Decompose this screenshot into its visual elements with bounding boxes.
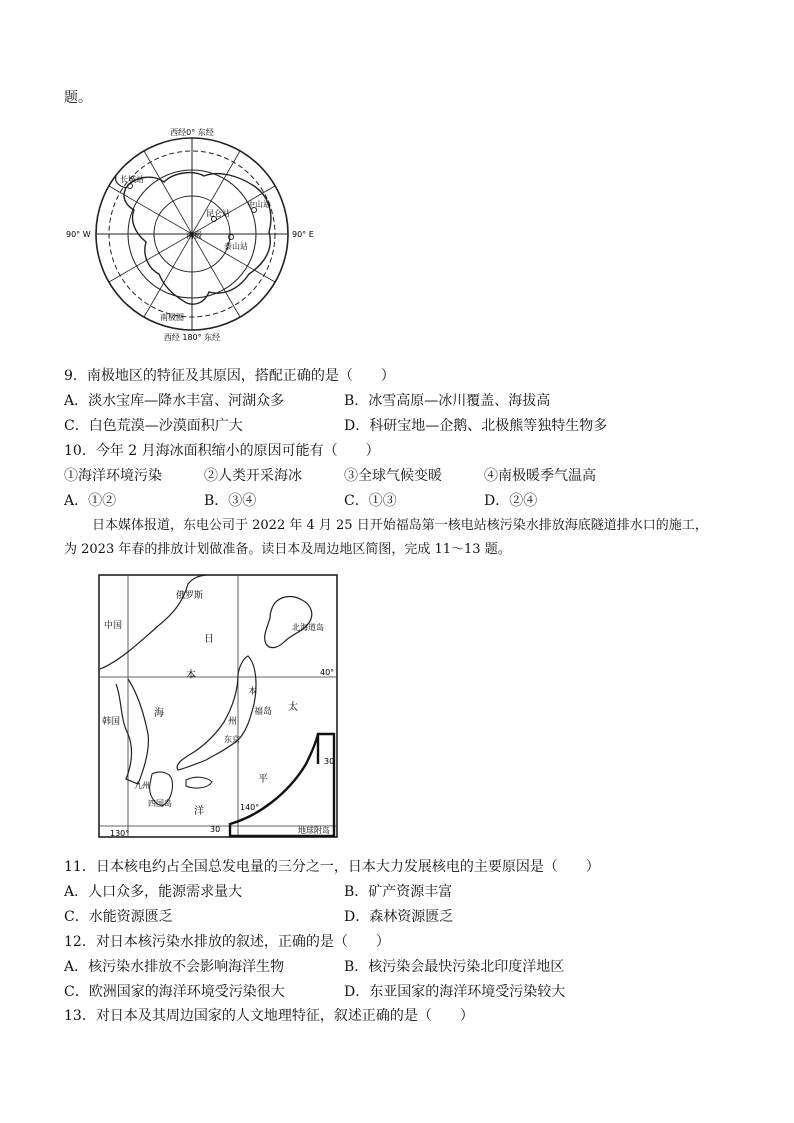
q10-option-b[interactable]: B．③④	[204, 493, 257, 509]
pacific-ocean-char-2: 平	[258, 774, 268, 785]
sea-of-japan-char-2: 本	[186, 670, 196, 681]
kyushu-label: 九州	[134, 781, 150, 790]
q12-option-a[interactable]: A．核污染水排放不会影响海洋生物	[64, 959, 285, 975]
latitude-30-label: 30	[210, 825, 221, 834]
pacific-ocean-char-3: 洋	[194, 806, 204, 817]
zhongshan-station-label: 中山站	[247, 200, 271, 209]
meridian-0-label: 西经0° 东经	[170, 128, 214, 137]
japan-map	[98, 574, 342, 840]
q13-stem: 13．对日本及其周边国家的人文地理特征，叙述正确的是（ ）	[64, 1008, 474, 1024]
latitude-30-inset-label: 30	[324, 757, 335, 766]
sea-of-japan-char-1: 日	[204, 634, 214, 645]
antarctic-circle-label: 南极圈	[160, 313, 184, 322]
passage-line-2: 为 2023 年春的排放计划做准备。读日本及周边地区简图，完成 11～13 题。	[64, 542, 511, 557]
meridian-90e-label: 90° E	[292, 230, 314, 239]
q9-option-a[interactable]: A．淡水宝库—降水丰富、河湖众多	[64, 393, 285, 409]
previous-question-fragment: 题。	[64, 90, 92, 106]
tokyo-label: 东京	[224, 735, 240, 744]
q11-stem: 11．日本核电约占全国总发电量的三分之一，日本大力发展核电的主要原因是（ ）	[64, 859, 600, 875]
korea-label: 韩国	[102, 717, 121, 727]
q11-option-d[interactable]: D．森林资源匮乏	[344, 909, 454, 925]
kunlun-station-label: 昆仑站	[206, 209, 230, 218]
russia-label: 俄罗斯	[176, 591, 204, 601]
china-label: 中国	[104, 621, 123, 631]
q11-option-c[interactable]: C．水能资源匮乏	[64, 909, 173, 925]
reading-passage	[64, 514, 744, 562]
q9-option-d[interactable]: D．科研宝地—企鹅、北极熊等独特生物多	[344, 418, 608, 434]
q11-option-b[interactable]: B．矿产资源丰富	[344, 884, 453, 900]
passage-line-1: 日本媒体报道，东电公司于 2022 年 4 月 25 日开始福岛第一核电站核污染水排放海底隧道排水口的施工，	[92, 518, 708, 533]
inset-map-label: 地球附岛	[298, 826, 330, 835]
q10-option-c[interactable]: C．①③	[344, 493, 397, 509]
fukushima-label: 福岛	[254, 707, 273, 717]
q12-option-b[interactable]: B．核污染会最快污染北印度洋地区	[344, 959, 565, 975]
meridian-90w-label: 90° W	[66, 230, 91, 239]
honshu-label-char-1: 本	[248, 687, 258, 697]
meridian-180-label: 西经 180° 东经	[163, 333, 221, 342]
antarctic-map	[64, 124, 326, 342]
shikoku-label: 四国岛	[148, 799, 172, 808]
q9-option-b[interactable]: B．冰雪高原—冰川覆盖、海拔高	[344, 393, 551, 409]
q12-stem: 12．对日本核污染水排放的叙述，正确的是（ ）	[64, 934, 390, 950]
q10-statement-4: ④南极暖季气温高	[484, 468, 596, 484]
q12-option-c[interactable]: C．欧洲国家的海洋环境受污染很大	[64, 984, 285, 1000]
sea-of-japan-char-3: 海	[154, 708, 164, 719]
q12-option-d[interactable]: D．东亚国家的海洋环境受污染较大	[344, 984, 566, 1000]
q10-statement-3: ③全球气候变暖	[344, 468, 442, 484]
longitude-130-label: 130°	[110, 829, 130, 838]
q10-statement-2: ②人类开采海冰	[204, 468, 302, 484]
q10-statement-1: ①海洋环境污染	[64, 468, 162, 484]
q11-option-a[interactable]: A．人口众多，能源需求量大	[64, 884, 243, 900]
changcheng-station-label: 长城站	[120, 175, 144, 184]
south-pole-label: 南极	[186, 231, 202, 240]
latitude-40-label: 40°	[320, 668, 335, 677]
honshu-label-char-2: 州	[228, 717, 238, 727]
q10-stem: 10．今年 2 月海冰面积缩小的原因可能有（ ）	[64, 443, 380, 459]
pacific-ocean-char-1: 太	[288, 702, 298, 713]
q9-stem: 9．南极地区的特征及其原因，搭配正确的是（ ）	[64, 368, 395, 384]
q10-option-a[interactable]: A．①②	[64, 493, 117, 509]
taishan-station-label: 泰山站	[224, 242, 248, 251]
q10-option-d[interactable]: D．②④	[484, 493, 538, 509]
longitude-140-label: 140°	[240, 803, 260, 812]
q9-option-c[interactable]: C．白色荒漠—沙漠面积广大	[64, 418, 243, 434]
hokkaido-label: 北海道岛	[292, 623, 324, 632]
